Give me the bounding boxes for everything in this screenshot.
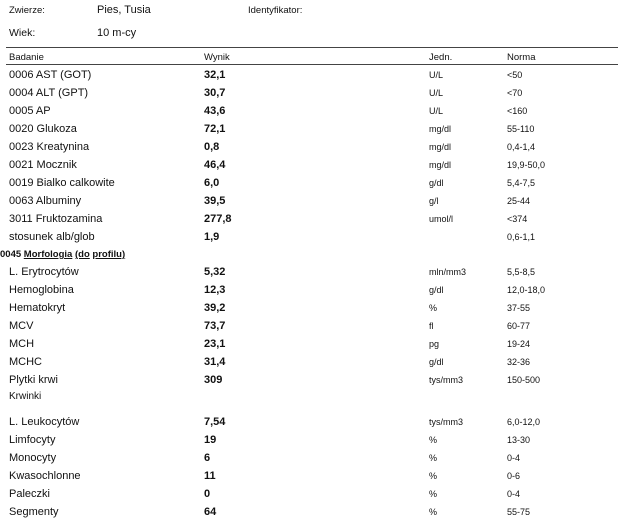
test-norm: 32-36 — [507, 357, 531, 367]
test-name: Hematokryt — [9, 302, 66, 314]
table-row — [0, 486, 620, 502]
test-name: MCH — [9, 338, 35, 350]
test-name: MCHC — [9, 356, 42, 368]
test-unit: tys/mm3 — [429, 375, 464, 385]
test-unit: fl — [429, 321, 434, 331]
test-norm: <70 — [507, 88, 523, 98]
animal-label: Zwierze: — [9, 5, 45, 16]
table-row — [0, 211, 620, 227]
subsection-name: Krwinki — [9, 391, 42, 402]
test-name: Limfocyty — [9, 434, 56, 446]
test-value: 6,0 — [204, 177, 220, 189]
header-bottom-rule — [6, 64, 618, 65]
test-value: 30,7 — [204, 87, 226, 99]
test-name: 0023 Kreatynina — [9, 141, 90, 153]
test-value: 31,4 — [204, 356, 226, 368]
header-top-rule — [6, 47, 618, 48]
test-unit: mg/dl — [429, 142, 452, 152]
test-value: 1,9 — [204, 231, 220, 243]
col-header-unit: Jedn. — [429, 52, 453, 63]
test-value: 309 — [204, 374, 223, 386]
table-row — [0, 354, 620, 370]
test-name: 0004 ALT (GPT) — [9, 87, 89, 99]
test-name: Kwasochlonne — [9, 470, 81, 482]
test-unit: % — [429, 435, 438, 445]
test-norm: <374 — [507, 214, 528, 224]
table-row — [0, 300, 620, 316]
test-unit: g/dl — [429, 285, 444, 295]
test-value: 32,1 — [204, 69, 226, 81]
test-name: 0063 Albuminy — [9, 195, 82, 207]
table-row — [0, 504, 620, 520]
test-norm: <160 — [507, 106, 528, 116]
test-value: 39,2 — [204, 302, 226, 314]
age-label: Wiek: — [9, 27, 36, 39]
test-name: 0020 Glukoza — [9, 123, 77, 135]
test-value: 6 — [204, 452, 211, 464]
test-unit: % — [429, 507, 438, 517]
test-value: 73,7 — [204, 320, 226, 332]
col-header-norm: Norma — [507, 52, 536, 63]
test-value: 0,8 — [204, 141, 220, 153]
table-row — [0, 229, 620, 245]
test-value: 64 — [204, 506, 217, 518]
test-value: 46,4 — [204, 159, 226, 171]
test-unit: U/L — [429, 70, 444, 80]
test-unit: tys/mm3 — [429, 417, 464, 427]
test-name: 0021 Mocznik — [9, 159, 77, 171]
test-norm: 60-77 — [507, 321, 531, 331]
test-norm: 12,0-18,0 — [507, 285, 546, 295]
table-row — [0, 139, 620, 155]
test-unit: % — [429, 303, 438, 313]
test-norm: 0,4-1,4 — [507, 142, 536, 152]
test-unit: % — [429, 453, 438, 463]
test-name: stosunek alb/glob — [9, 231, 95, 243]
test-value: 0 — [204, 488, 211, 500]
table-row — [0, 103, 620, 119]
table-row — [0, 336, 620, 352]
test-norm: 55-75 — [507, 507, 531, 517]
test-norm: 19-24 — [507, 339, 531, 349]
test-value: 19 — [204, 434, 217, 446]
table-row — [0, 282, 620, 298]
test-unit: mg/dl — [429, 124, 452, 134]
test-value: 39,5 — [204, 195, 226, 207]
table-row — [0, 450, 620, 466]
test-unit: pg — [429, 339, 440, 349]
test-unit: % — [429, 489, 438, 499]
test-norm: 19,9-50,0 — [507, 160, 546, 170]
test-unit: % — [429, 471, 438, 481]
test-name: 0019 Bialko calkowite — [9, 177, 115, 189]
profile-link[interactable]: profilu) — [92, 249, 126, 260]
test-norm: 5,4-7,5 — [507, 178, 536, 188]
test-unit: mg/dl — [429, 160, 452, 170]
test-name: Paleczki — [9, 488, 50, 500]
test-value: 277,8 — [204, 213, 232, 225]
col-header-result: Wynik — [204, 52, 230, 63]
test-unit: mln/mm3 — [429, 267, 467, 277]
test-unit: g/dl — [429, 178, 444, 188]
test-name: 3011 Fruktozamina — [9, 213, 103, 225]
section-code: 0045 — [0, 249, 22, 260]
test-norm: 0,6-1,1 — [507, 232, 536, 242]
table-row — [0, 414, 620, 430]
test-norm: 0-6 — [507, 471, 521, 481]
test-norm: 0-4 — [507, 489, 521, 499]
test-norm: <50 — [507, 70, 523, 80]
test-name: 0006 AST (GOT) — [9, 69, 92, 81]
table-row — [0, 67, 620, 83]
table-row — [0, 264, 620, 280]
test-name: Monocyty — [9, 452, 57, 464]
test-norm: 13-30 — [507, 435, 531, 445]
test-norm: 55-110 — [507, 124, 535, 134]
test-norm: 25-44 — [507, 196, 531, 206]
test-unit: g/l — [429, 196, 439, 206]
test-norm: 150-500 — [507, 375, 541, 385]
id-label: Identyfikator: — [248, 5, 303, 16]
table-row — [0, 85, 620, 101]
test-unit: U/L — [429, 88, 444, 98]
table-row — [0, 318, 620, 334]
test-name: L. Erytrocytów — [9, 266, 79, 278]
test-name: Plytki krwi — [9, 374, 58, 386]
table-row — [0, 193, 620, 209]
col-header-test: Badanie — [9, 52, 44, 63]
test-unit: U/L — [429, 106, 444, 116]
test-norm: 37-55 — [507, 303, 531, 313]
test-name: L. Leukocytów — [9, 416, 80, 428]
test-name: 0005 AP — [9, 105, 51, 117]
test-norm: 0-4 — [507, 453, 521, 463]
profile-link-open[interactable]: (do — [74, 249, 90, 260]
test-unit: g/dl — [429, 357, 444, 367]
animal-value: Pies, Tusia — [97, 4, 151, 16]
age-value: 10 m-cy — [97, 27, 137, 39]
test-value: 23,1 — [204, 338, 226, 350]
test-name: Segmenty — [9, 506, 59, 518]
test-norm: 6,0-12,0 — [507, 417, 541, 427]
table-row — [0, 175, 620, 191]
table-row — [0, 389, 620, 405]
section-title: Morfologia — [23, 249, 73, 260]
test-name: Hemoglobina — [9, 284, 74, 296]
test-value: 5,32 — [204, 266, 226, 278]
test-unit: umol/l — [429, 214, 454, 224]
test-value: 72,1 — [204, 123, 226, 135]
section-heading-morfologia — [0, 248, 125, 262]
test-norm: 5,5-8,5 — [507, 267, 536, 277]
test-name: MCV — [9, 320, 34, 332]
test-value: 12,3 — [204, 284, 226, 296]
table-row — [0, 468, 620, 484]
test-value: 11 — [204, 470, 216, 482]
table-row — [0, 432, 620, 448]
table-row — [0, 121, 620, 137]
test-value: 43,6 — [204, 105, 226, 117]
table-row — [0, 157, 620, 173]
test-value: 7,54 — [204, 416, 226, 428]
table-row — [0, 372, 620, 388]
